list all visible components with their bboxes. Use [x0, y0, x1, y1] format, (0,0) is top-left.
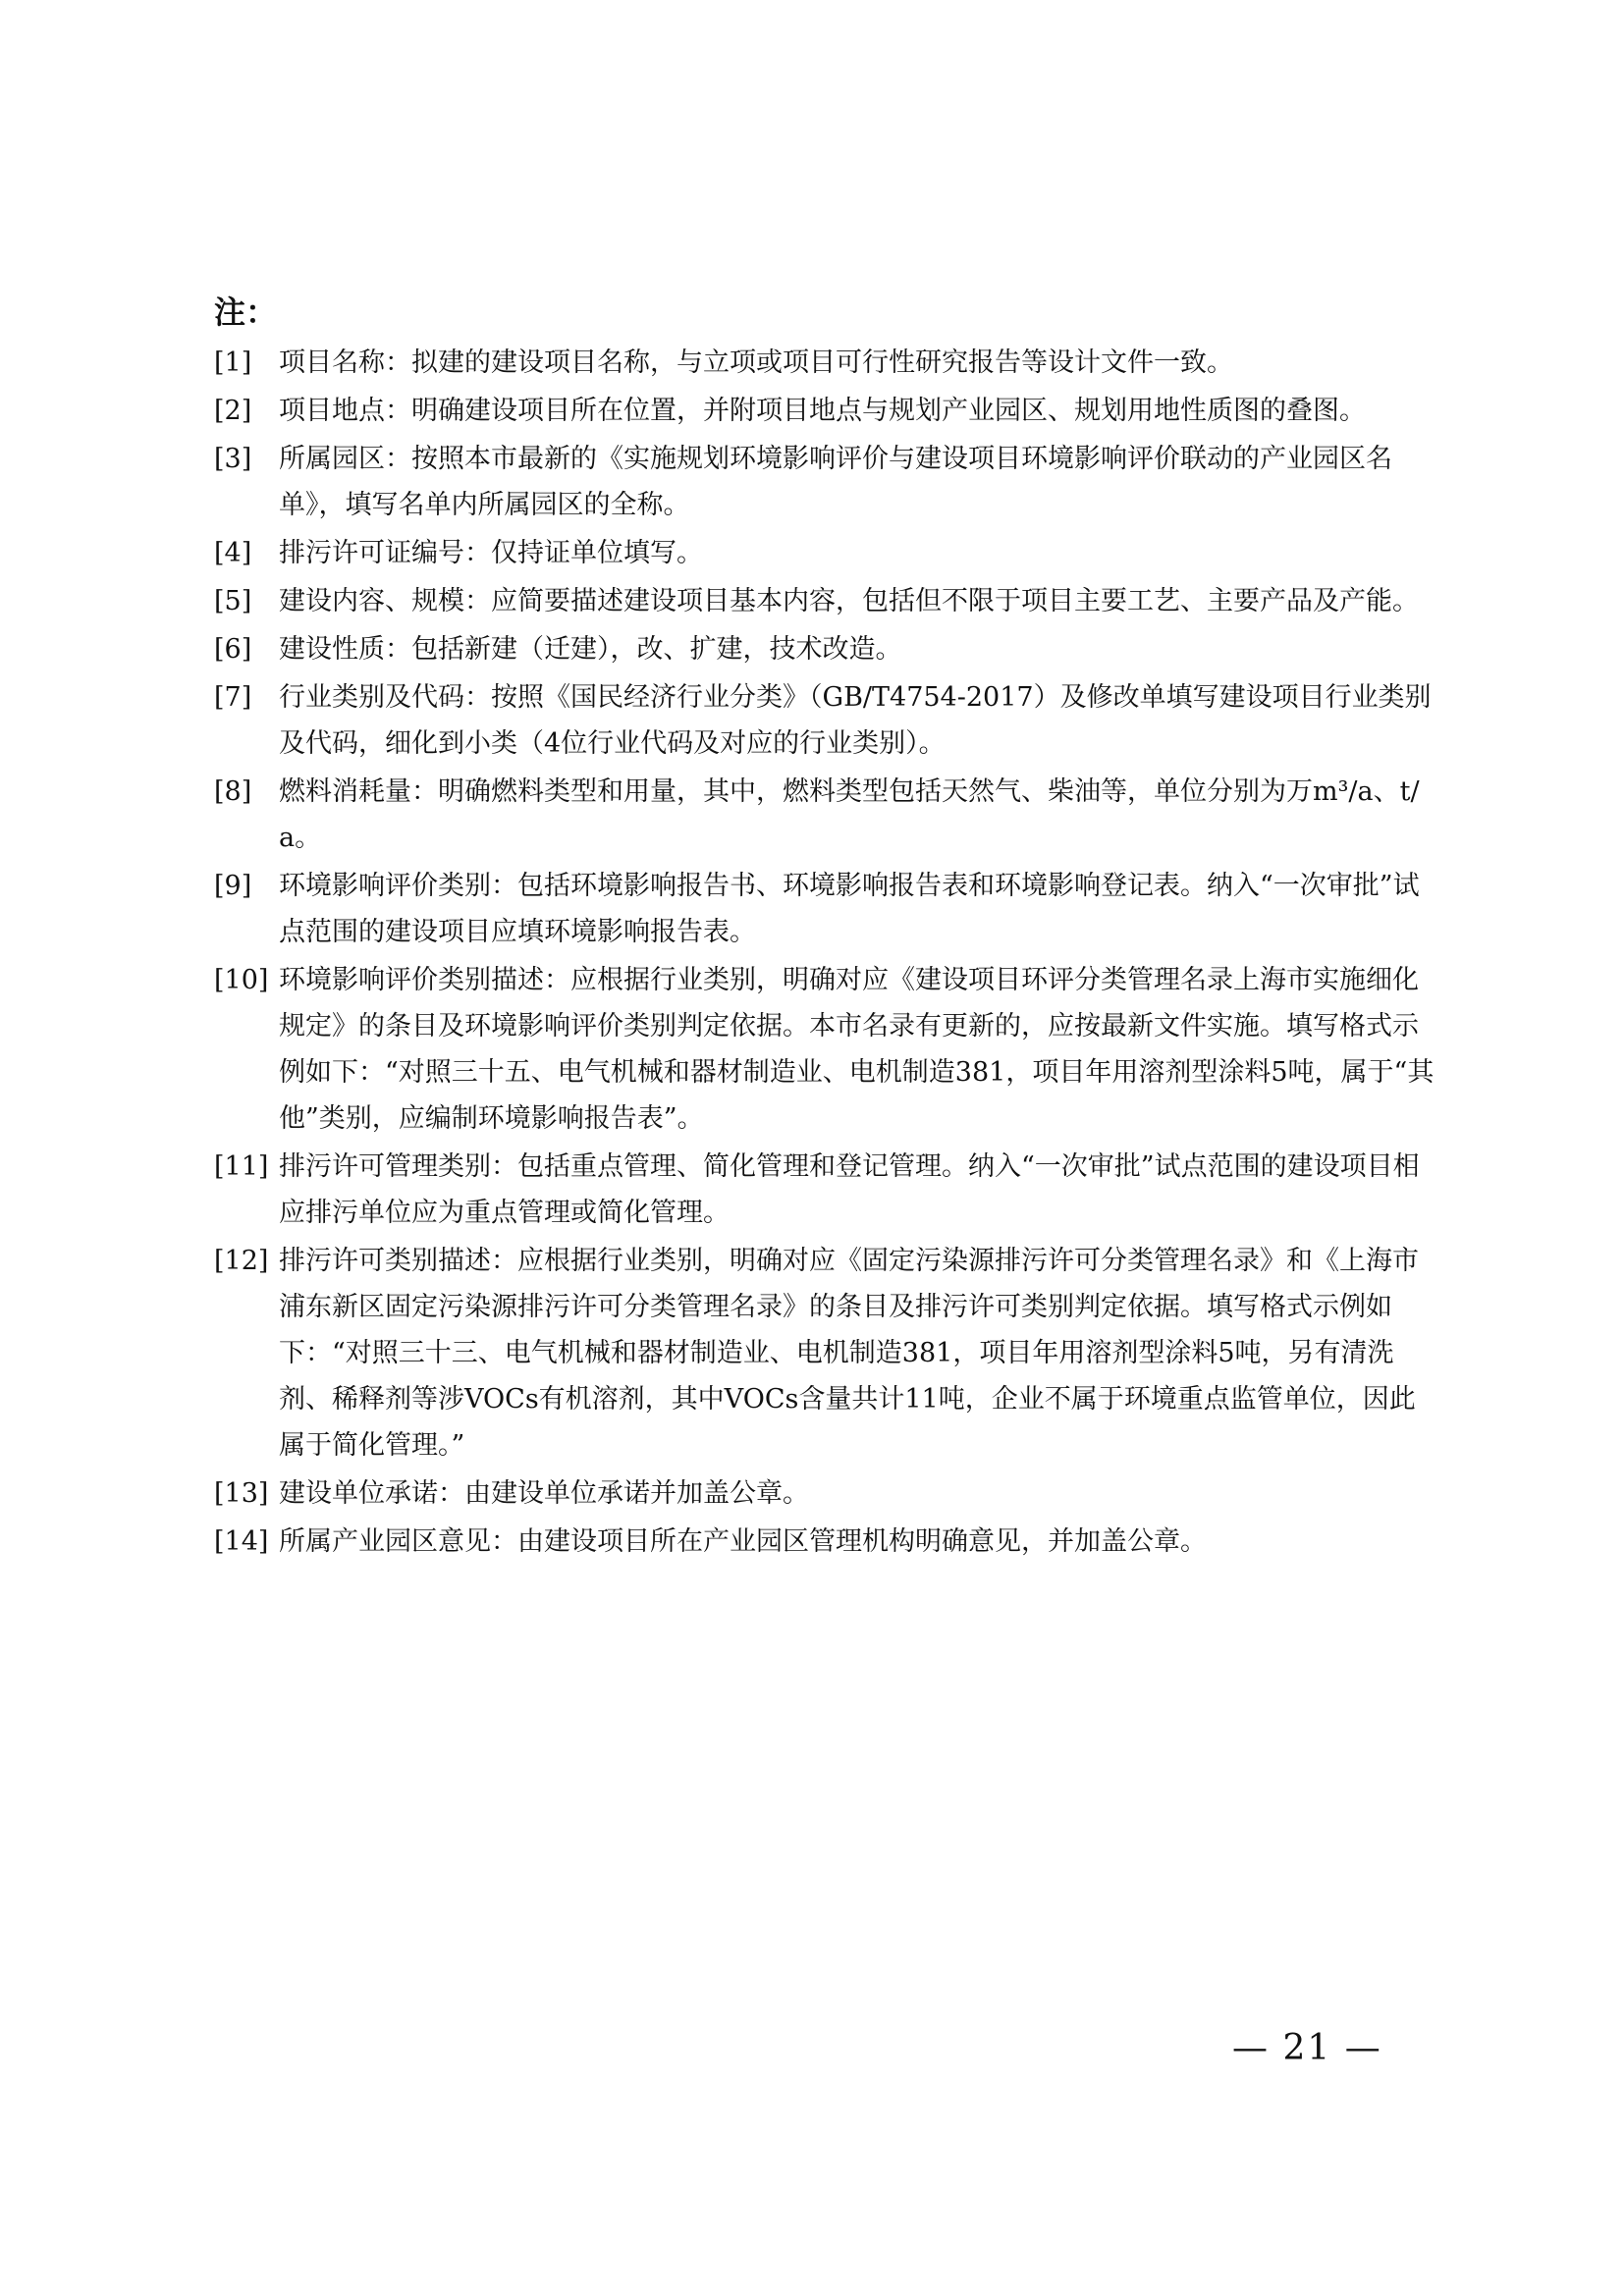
note-text: 环境影响评价类别：包括环境影响报告书、环境影响报告表和环境影响登记表。纳入“一次审批”试点范围的建设项目应填环境影响报告表。: [279, 871, 1420, 947]
note-text: 建设内容、规模：应简要描述建设项目基本内容，包括但不限于项目主要工艺、主要产品及产能。: [279, 586, 1419, 616]
note-number: [14]: [214, 1526, 269, 1557]
note-text: 行业类别及代码：按照《国民经济行业分类》（GB/T4754-2017）及修改单填写建设项目行业类别及代码，细化到小类（4位行业代码及对应的行业类别）。: [279, 682, 1432, 759]
note-item-12: [214, 1238, 1441, 1468]
note-text: 燃料消耗量：明确燃料类型和用量，其中，燃料类型包括天然气、柴油等，单位分别为万m³/a、t/a。: [279, 776, 1420, 853]
note-item-6: [214, 626, 1441, 672]
notes-heading: 注：: [214, 294, 278, 331]
note-text: 项目名称：拟建的建设项目名称，与立项或项目可行性研究报告等设计文件一致。: [279, 347, 1233, 378]
note-item-1: [214, 340, 1441, 386]
note-number: [12]: [214, 1246, 269, 1276]
note-text: 排污许可类别描述：应根据行业类别，明确对应《固定污染源排污许可分类管理名录》和《上海市浦东新区固定污染源排污许可分类管理名录》的条目及排污许可类别判定依据。填写格式示例如下：“对照三十三、电气机械和器材制造业、电机制造381，项目年用溶剂型涂料5吨，另有清洗剂、稀释剂等涉VOCs有机溶剂，其中VOCs含量共计11吨，企业不属于环境重点监管单位，因此属于简化管理。”: [279, 1246, 1419, 1461]
note-number: [10]: [214, 965, 269, 995]
notes-list: [214, 340, 1441, 1567]
note-number: [8]: [214, 776, 252, 807]
note-number: [6]: [214, 634, 252, 665]
note-item-11: [214, 1144, 1441, 1236]
note-number: [13]: [214, 1478, 269, 1509]
note-number: [1]: [214, 347, 252, 378]
page-number: — 21 —: [1232, 2028, 1382, 2068]
note-number: [7]: [214, 682, 252, 713]
note-number: [4]: [214, 538, 252, 568]
note-item-5: [214, 578, 1441, 624]
note-text: 建设性质：包括新建（迁建），改、扩建，技术改造。: [279, 634, 902, 665]
note-text: 排污许可证编号：仅持证单位填写。: [279, 538, 703, 568]
note-text: 排污许可管理类别：包括重点管理、简化管理和登记管理。纳入“一次审批”试点范围的建设项目相应排污单位应为重点管理或简化管理。: [279, 1151, 1420, 1228]
note-number: [11]: [214, 1151, 269, 1182]
note-number: [2]: [214, 396, 252, 426]
note-item-4: [214, 530, 1441, 576]
note-number: [3]: [214, 444, 252, 474]
note-text: 项目地点：明确建设项目所在位置，并附项目地点与规划产业园区、规划用地性质图的叠图。: [279, 396, 1366, 426]
note-number: [9]: [214, 871, 252, 901]
note-item-14: [214, 1519, 1441, 1565]
note-item-10: [214, 957, 1441, 1142]
note-text: 所属园区：按照本市最新的《实施规划环境影响评价与建设项目环境影响评价联动的产业园区名单》，填写名单内所属园区的全称。: [279, 444, 1392, 520]
note-text: 建设单位承诺：由建设单位承诺并加盖公章。: [279, 1478, 809, 1509]
note-item-8: [214, 769, 1441, 861]
note-item-9: [214, 863, 1441, 955]
note-item-7: [214, 674, 1441, 767]
note-item-3: [214, 436, 1441, 528]
note-number: [5]: [214, 586, 252, 616]
note-text: 所属产业园区意见：由建设项目所在产业园区管理机构明确意见，并加盖公章。: [279, 1526, 1207, 1557]
note-item-2: [214, 388, 1441, 434]
note-text: 环境影响评价类别描述：应根据行业类别，明确对应《建设项目环评分类管理名录上海市实施细化规定》的条目及环境影响评价类别判定依据。本市名录有更新的，应按最新文件实施。填写格式示例如下：“对照三十五、电气机械和器材制造业、电机制造381，项目年用溶剂型涂料5吨，属于“其他”类别，应编制环境影响报告表”。: [279, 965, 1435, 1134]
note-item-13: [214, 1470, 1441, 1517]
